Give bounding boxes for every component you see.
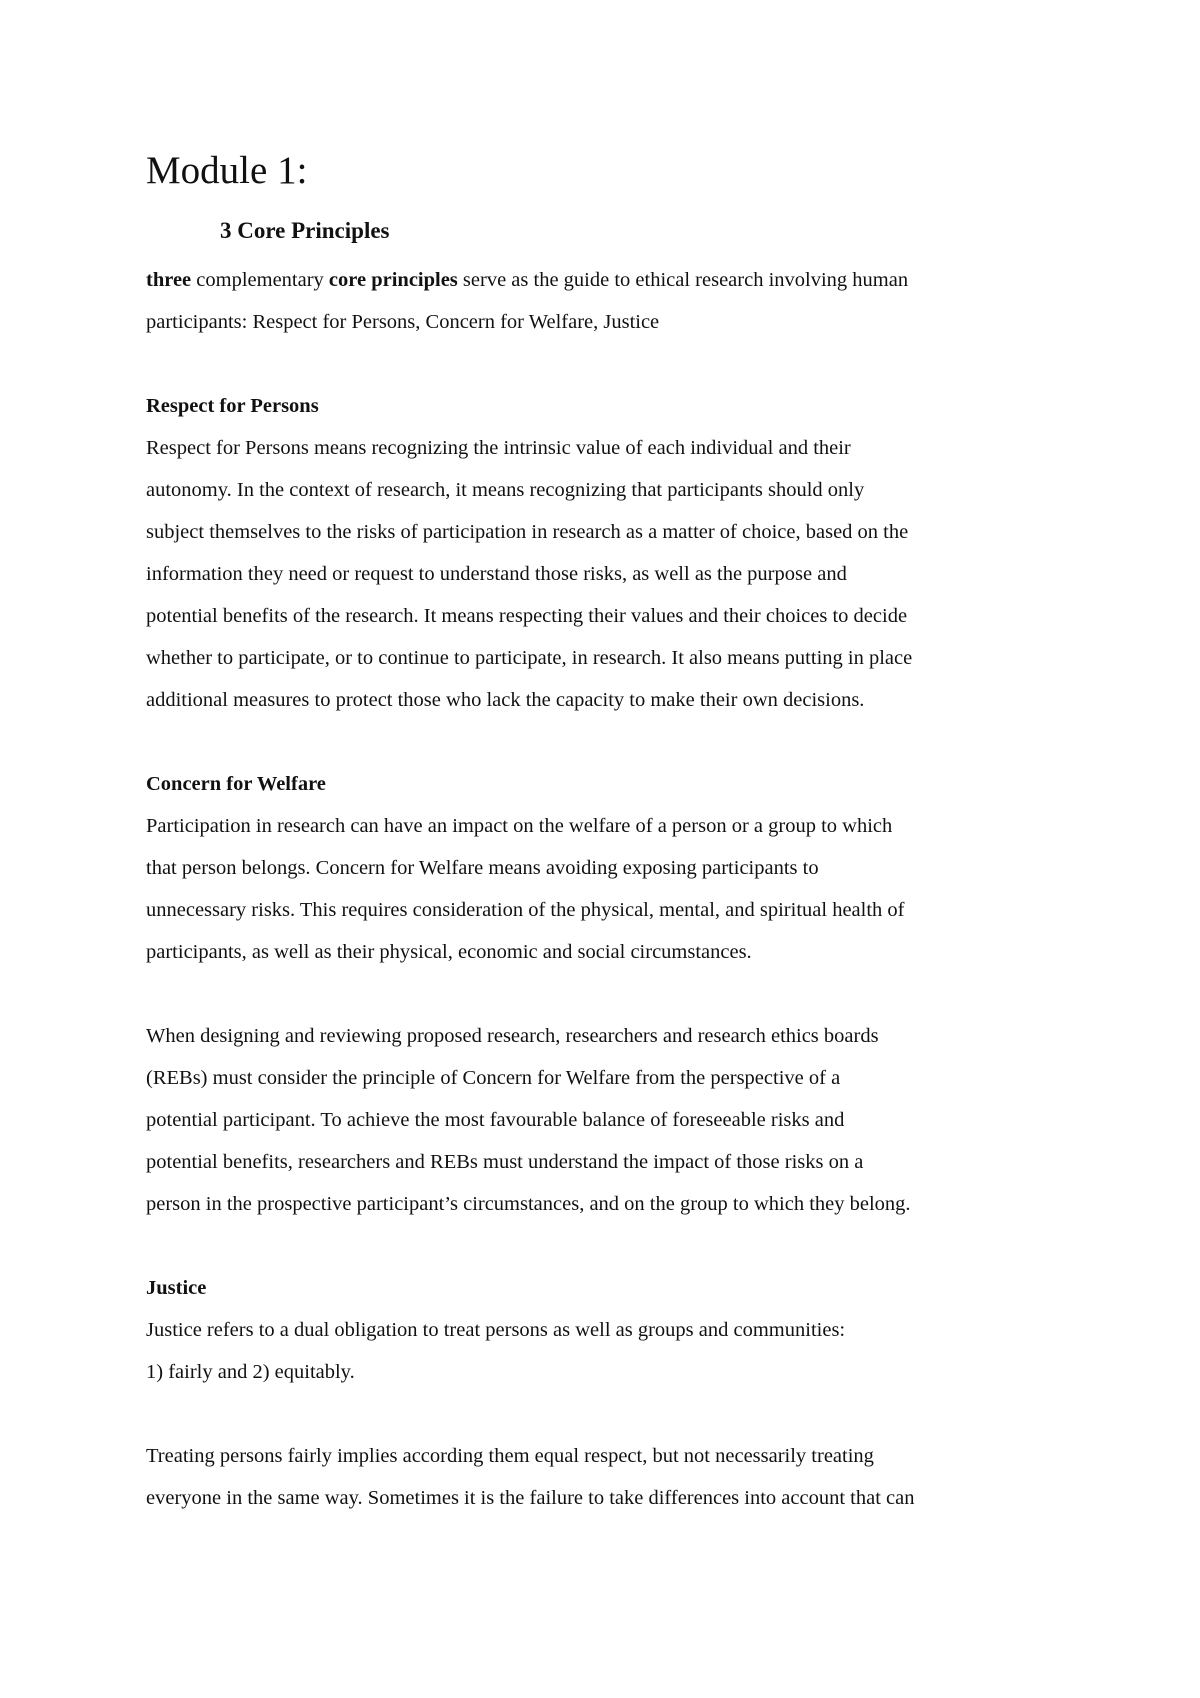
respect-line: autonomy. In the context of research, it means recognizing that participants should only (146, 479, 865, 501)
justice-heading: Justice (146, 1277, 207, 1299)
core-principles-subtitle: 3 Core Principles (220, 218, 390, 243)
justice-paragraph2-line: everyone in the same way. Sometimes it is the failure to take differences into account that can (146, 1487, 915, 1509)
respect-line: information they need or request to understand those risks, as well as the purpose and (146, 563, 847, 585)
welfare-paragraph2-line: (REBs) must consider the principle of Concern for Welfare from the perspective of a (146, 1067, 841, 1089)
respect-line: subject themselves to the risks of participation in research as a matter of choice, based on the (146, 521, 909, 543)
intro-text-2: serve as the guide to ethical research involving human (457, 269, 909, 291)
intro-text-1: complementary (191, 269, 329, 291)
justice-line: Justice refers to a dual obligation to treat persons as well as groups and communities: (146, 1319, 846, 1341)
intro-bold-three: three (146, 269, 192, 291)
welfare-line: that person belongs. Concern for Welfare means avoiding exposing participants to (146, 857, 819, 879)
respect-line: additional measures to protect those who lack the capacity to make their own decisions. (146, 689, 865, 711)
respect-line: Respect for Persons means recognizing the intrinsic value of each individual and their (146, 437, 851, 459)
welfare-paragraph2-line: potential benefits, researchers and REBs must understand the impact of those risks on a (146, 1151, 864, 1173)
intro-bold-core-principles: core principles (328, 269, 458, 291)
welfare-paragraph2-line: potential participant. To achieve the most favourable balance of foreseeable risks and (146, 1109, 845, 1131)
welfare-heading: Concern for Welfare (146, 773, 326, 795)
respect-line: potential benefits of the research. It means respecting their values and their choices to decide (146, 605, 908, 627)
welfare-paragraph2-line: When designing and reviewing proposed research, researchers and research ethics boards (146, 1025, 879, 1047)
intro-line-2: participants: Respect for Persons, Concern for Welfare, Justice (146, 311, 660, 333)
justice-line: 1) fairly and 2) equitably. (146, 1361, 355, 1383)
welfare-line: unnecessary risks. This requires consideration of the physical, mental, and spiritual health of (146, 899, 905, 921)
welfare-paragraph2-line: person in the prospective participant’s circumstances, and on the group to which they belong. (146, 1193, 911, 1215)
respect-line: whether to participate, or to continue to participate, in research. It also means putting in place (146, 647, 913, 669)
respect-heading: Respect for Persons (146, 395, 319, 417)
justice-paragraph2-line: Treating persons fairly implies according them equal respect, but not necessarily treating (146, 1445, 874, 1467)
module-title: Module 1: (146, 149, 308, 192)
welfare-line: participants, as well as their physical, economic and social circumstances. (146, 941, 752, 963)
intro-line-1 (146, 266, 908, 294)
welfare-line: Participation in research can have an impact on the welfare of a person or a group to which (146, 815, 893, 837)
